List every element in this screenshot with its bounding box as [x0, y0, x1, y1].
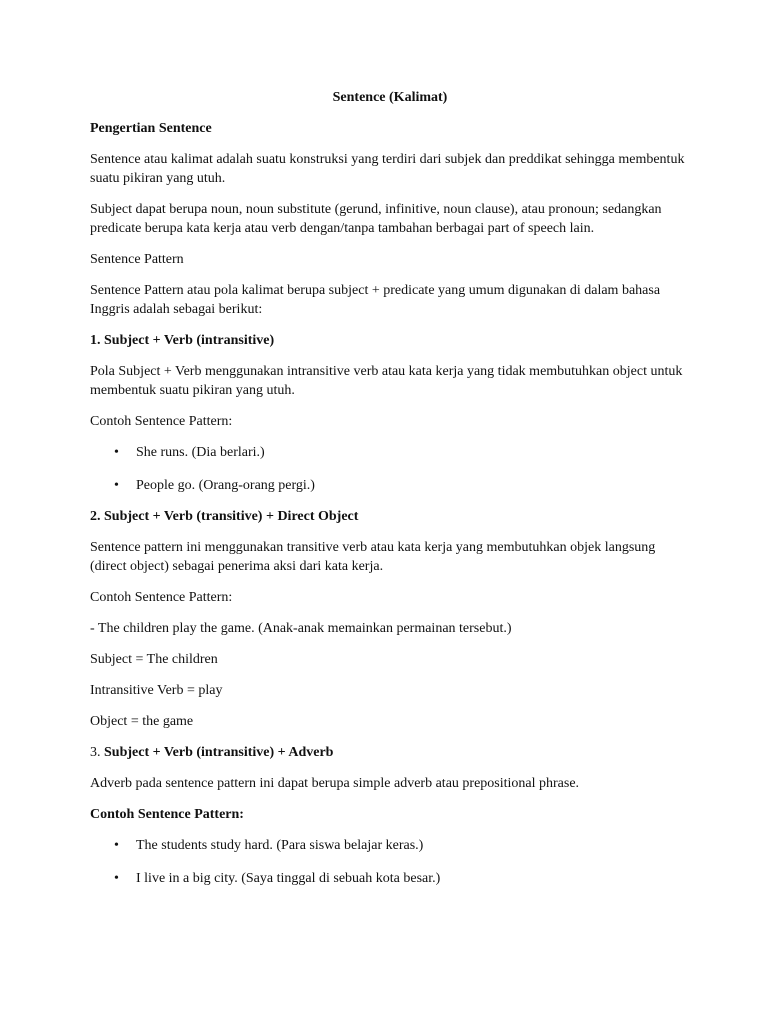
heading-pattern-3-text: Subject + Verb (intransitive) + Adverb: [100, 745, 334, 760]
example-list-1: [90, 443, 690, 495]
label-sentence-pattern: Sentence Pattern: [90, 252, 184, 267]
subject-line: Subject = The children: [90, 652, 218, 667]
document-page: [90, 88, 690, 888]
paragraph-subject-predicate: Subject dapat berupa noun, noun substitute (gerund, infinitive, noun clause), atau pronoun; sedangkan predicate berupa kata kerja atau verb dengan/tanpa tambahan berbagai part of speech lain.: [90, 202, 662, 236]
paragraph-pattern-1: Pola Subject + Verb menggunakan intransitive verb atau kata kerja yang tidak membutuhkan object untuk membentuk suatu pikiran yang utuh.: [90, 364, 683, 398]
heading-pattern-3: [90, 743, 690, 762]
label-contoh-3: Contoh Sentence Pattern:: [90, 807, 244, 822]
label-contoh-2: Contoh Sentence Pattern:: [90, 590, 233, 605]
list-item: • I live in a big city. (Saya tinggal di sebuah kota besar.): [90, 869, 690, 888]
heading-pattern-2: 2. Subject + Verb (transitive) + Direct Object: [90, 509, 359, 524]
paragraph-pattern-intro: Sentence Pattern atau pola kalimat berupa subject + predicate yang umum digunakan di dalam bahasa Inggris adalah sebagai berikut:: [90, 283, 661, 317]
paragraph-pattern-3: Adverb pada sentence pattern ini dapat berupa simple adverb atau prepositional phrase.: [90, 776, 580, 791]
verb-line: Intransitive Verb = play: [90, 683, 223, 698]
list-item: • People go. (Orang-orang pergi.): [90, 476, 690, 495]
list-item: • She runs. (Dia berlari.): [90, 443, 690, 462]
heading-pengertian: Pengertian Sentence: [90, 121, 212, 136]
example-list-3: [90, 836, 690, 888]
heading-pattern-1: 1. Subject + Verb (intransitive): [90, 333, 275, 348]
object-line: Object = the game: [90, 714, 194, 729]
paragraph-definition: Sentence atau kalimat adalah suatu konstruksi yang terdiri dari subjek dan preddikat sehingga membentuk suatu pikiran yang utuh.: [90, 152, 685, 186]
paragraph-pattern-2: Sentence pattern ini menggunakan transitive verb atau kata kerja yang membutuhkan objek langsung (direct object) sebagai penerima aksi dari kata kerja.: [90, 540, 656, 574]
label-contoh-1: Contoh Sentence Pattern:: [90, 414, 233, 429]
heading-pattern-3-number: 3.: [90, 745, 101, 760]
list-item: • The students study hard. (Para siswa belajar keras.): [90, 836, 690, 855]
document-title: Sentence (Kalimat): [332, 90, 448, 105]
example-sentence-2: - The children play the game. (Anak-anak memainkan permainan tersebut.): [90, 621, 512, 636]
